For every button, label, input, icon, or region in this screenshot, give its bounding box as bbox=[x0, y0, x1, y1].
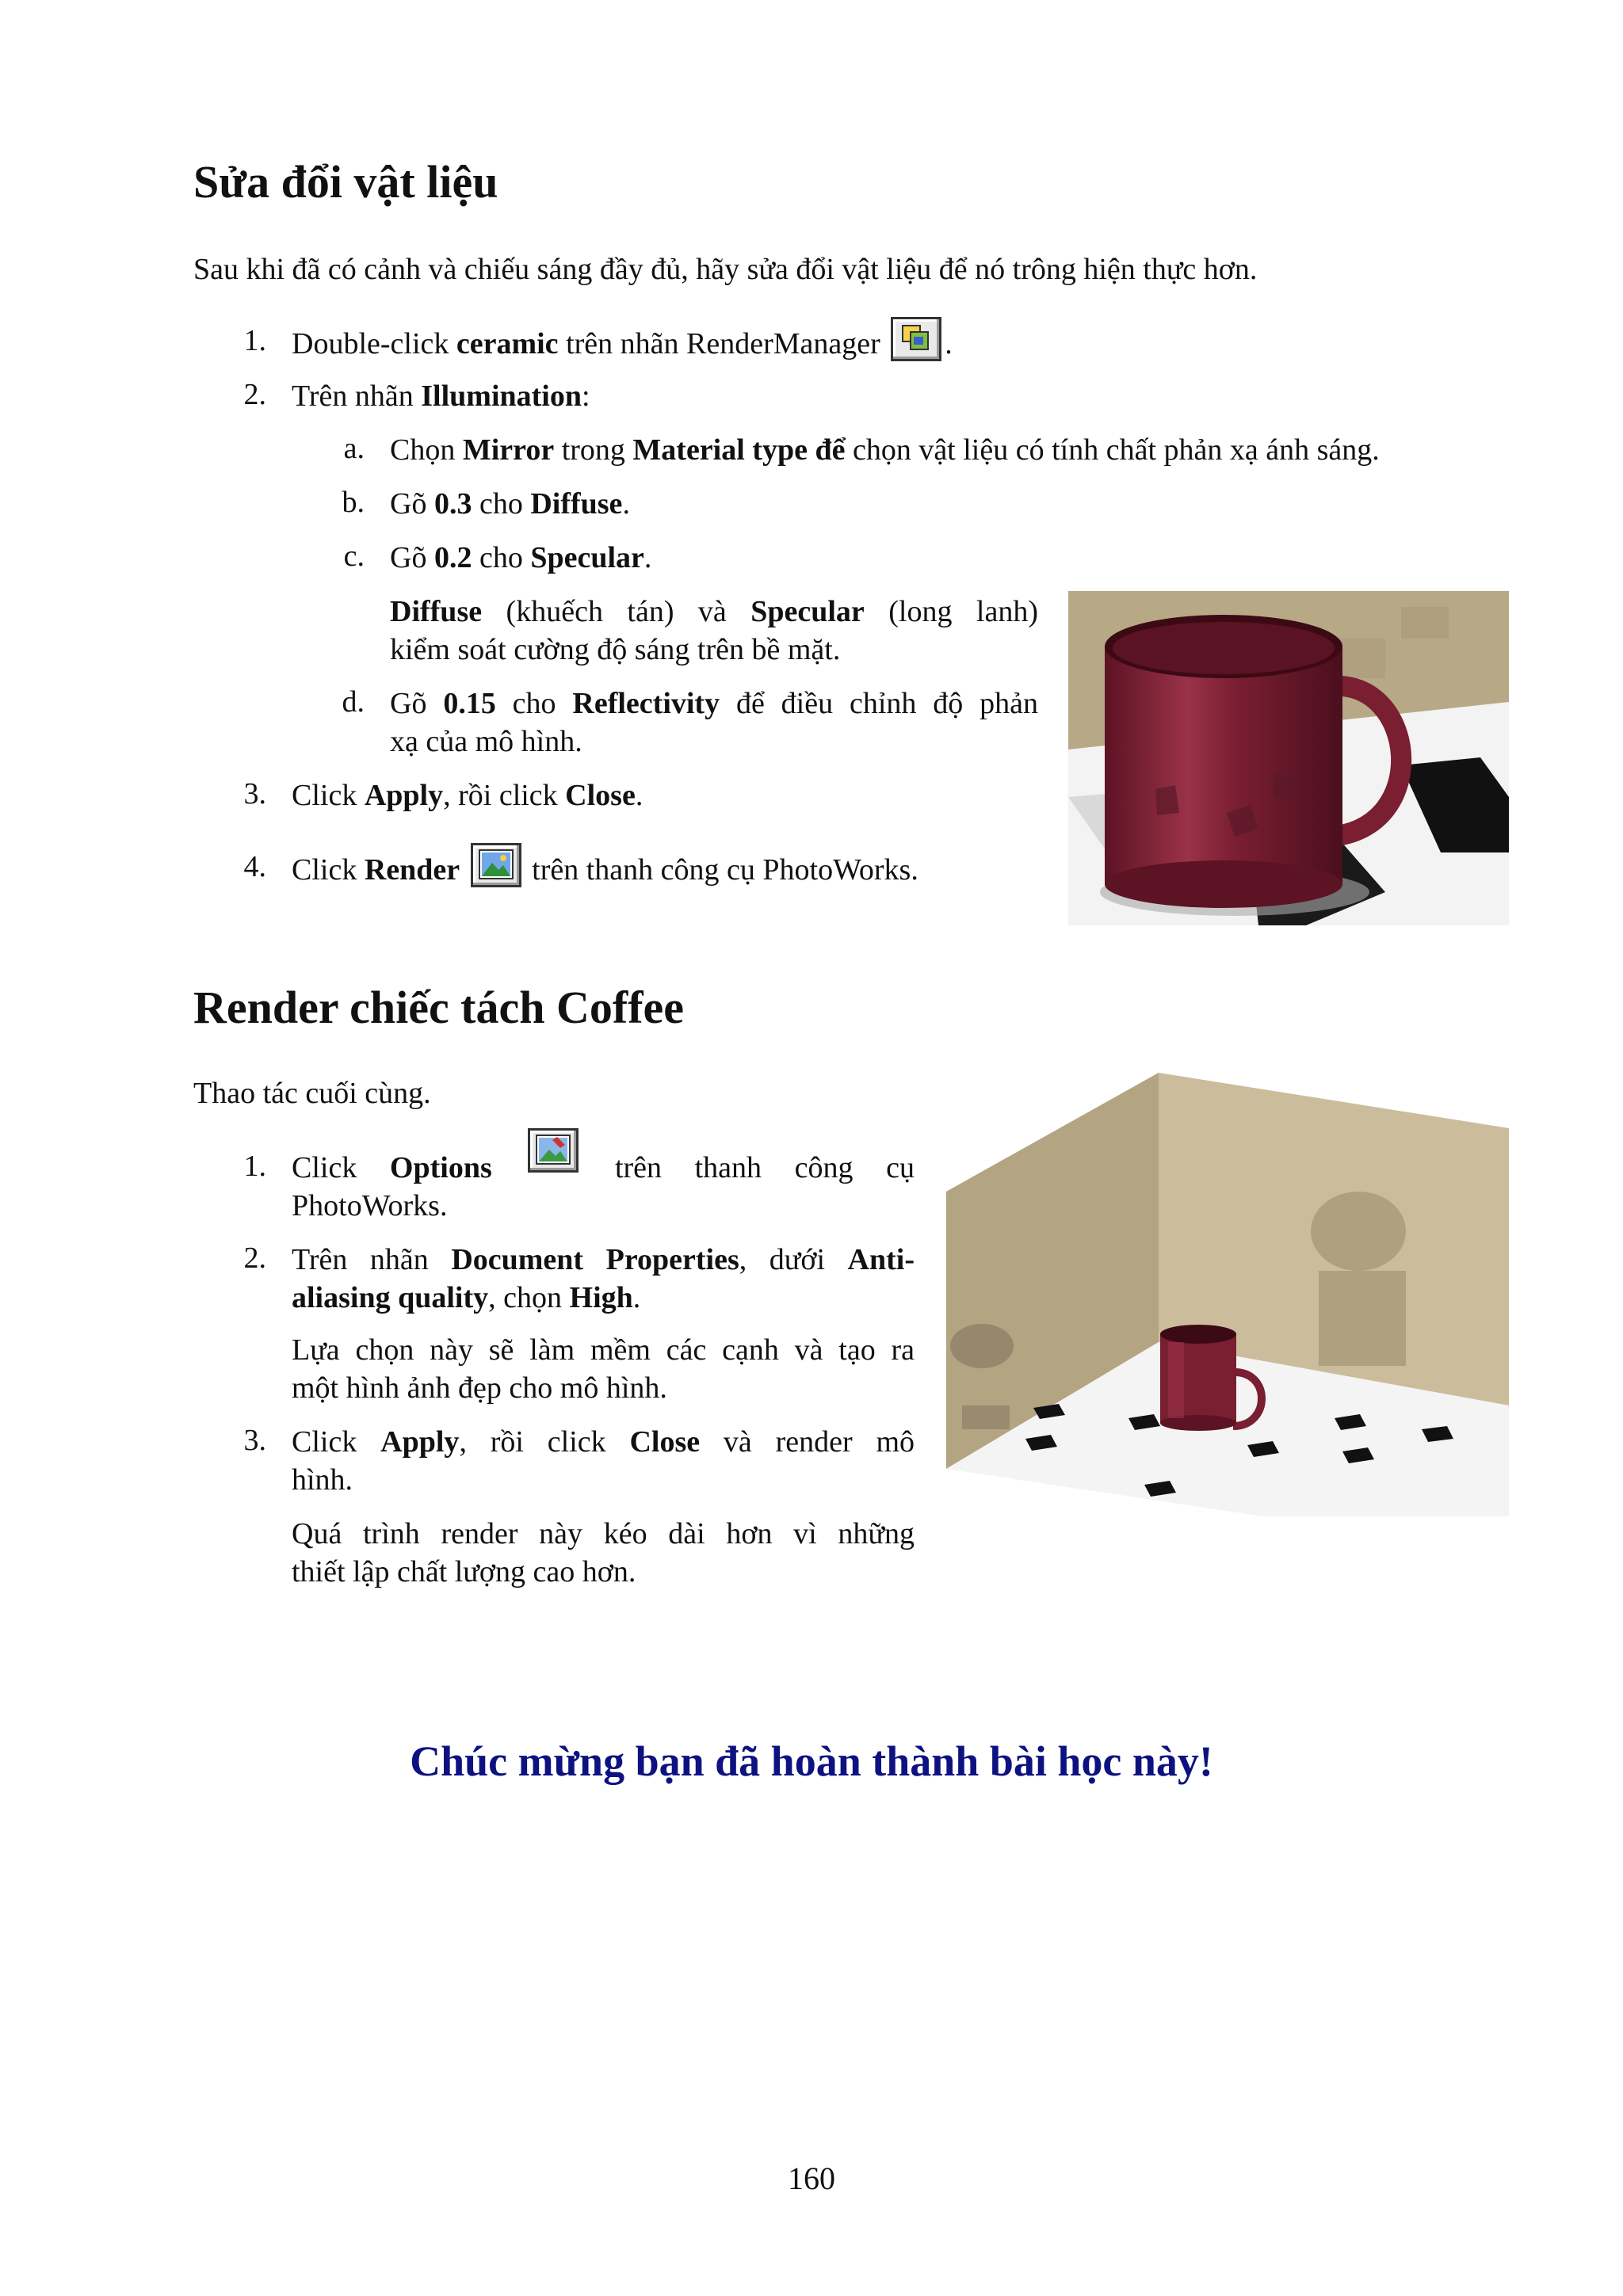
render-icon[interactable] bbox=[471, 843, 521, 887]
s2-step3-note-line1: Quá trình render này kéo dài hơn vì những bbox=[292, 1517, 915, 1550]
step2-text: Trên nhãn Illumination: bbox=[292, 379, 590, 413]
sub-c-note-line2: kiểm soát cường độ sáng trên bề mặt. bbox=[390, 633, 841, 666]
sub-d-label: d. bbox=[342, 685, 365, 719]
sub-a-text: Chọn Mirror trong Material type để chọn vật liệu có tính chất phản xạ ánh sáng. bbox=[390, 433, 1380, 467]
section2-intro: Thao tác cuối cùng. bbox=[193, 1077, 431, 1110]
sub-d-text: Gõ 0.15 cho Reflectivity để điều chỉnh độ phản bbox=[390, 687, 1038, 720]
sub-c-note-line1: Diffuse (khuếch tán) và Specular (long lanh) bbox=[390, 595, 1038, 628]
sub-d-text-line2: xạ của mô hình. bbox=[390, 725, 582, 758]
sub-c-label: c. bbox=[343, 540, 365, 573]
s2-step3-text: Click Apply, rồi click Close và render mô bbox=[292, 1425, 915, 1459]
step1-text: Double-click ceramic trên nhãn RenderManager . bbox=[292, 317, 953, 363]
mug-render-image bbox=[1068, 591, 1509, 925]
section1-intro: Sau khi đã có cảnh và chiếu sáng đầy đủ, hãy sửa đổi vật liệu để nó trông hiện thực hơn. bbox=[193, 253, 1258, 286]
room-render-image bbox=[946, 1073, 1509, 1516]
s2-step3-number: 3. bbox=[243, 1424, 266, 1457]
s2-step2-text: Trên nhãn Document Properties, dưới Anti- bbox=[292, 1243, 915, 1276]
step4-number: 4. bbox=[243, 850, 266, 883]
step2-number: 2. bbox=[243, 378, 266, 411]
sub-a-label: a. bbox=[343, 432, 365, 465]
congratulations-message: Chúc mừng bạn đã hoàn thành bài học này! bbox=[410, 1737, 1213, 1785]
s2-step1-text: Click Options trên thanh công cụ bbox=[292, 1149, 915, 1187]
page-number: 160 bbox=[788, 2161, 835, 2196]
step4-text: Click Render trên thanh công cụ PhotoWorks. bbox=[292, 843, 918, 889]
s2-step2-number: 2. bbox=[243, 1241, 266, 1275]
section1-title: Sửa đổi vật liệu bbox=[193, 156, 498, 208]
sub-b-label: b. bbox=[342, 486, 365, 519]
s2-step1-text-line2: PhotoWorks. bbox=[292, 1189, 448, 1222]
s2-step1-number: 1. bbox=[243, 1150, 266, 1183]
s2-step3-note-line2: thiết lập chất lượng cao hơn. bbox=[292, 1555, 636, 1589]
s2-step2-note-line1: Lựa chọn này sẽ làm mềm các cạnh và tạo ra bbox=[292, 1333, 915, 1367]
step3-number: 3. bbox=[243, 777, 266, 810]
step1-number: 1. bbox=[243, 324, 266, 357]
sub-c-text: Gõ 0.2 cho Specular. bbox=[390, 541, 652, 574]
section2-title: Render chiếc tách Coffee bbox=[193, 982, 684, 1033]
s2-step2-note-line2: một hình ảnh đẹp cho mô hình. bbox=[292, 1371, 667, 1405]
s2-step2-text-line2: aliasing quality, chọn High. bbox=[292, 1281, 641, 1314]
step3-text: Click Apply, rồi click Close. bbox=[292, 779, 643, 812]
rendermanager-icon[interactable] bbox=[891, 317, 941, 361]
s2-step3-text-line2: hình. bbox=[292, 1463, 353, 1497]
options-icon[interactable] bbox=[528, 1128, 579, 1173]
sub-b-text: Gõ 0.3 cho Diffuse. bbox=[390, 487, 630, 521]
